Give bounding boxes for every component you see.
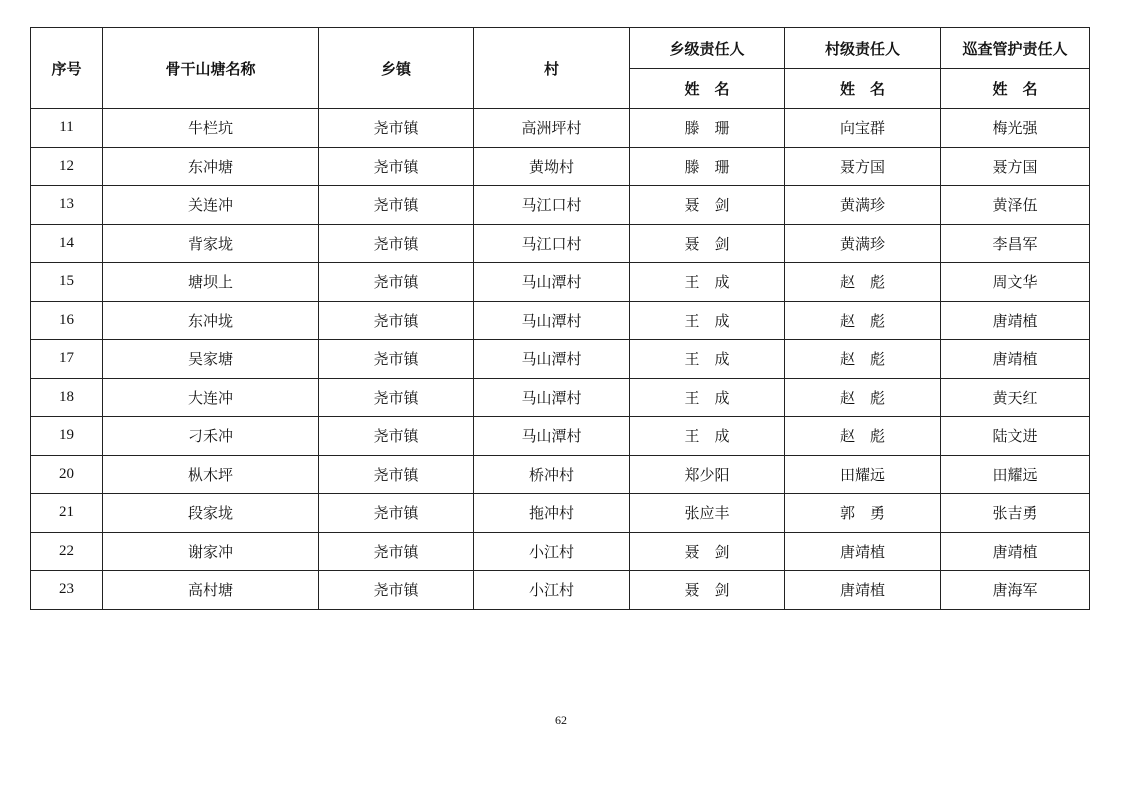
cell-pond-name: 牛栏坑 (103, 109, 319, 148)
cell-patrol-person: 黄天红 (941, 378, 1090, 417)
header-pond-name: 骨干山塘名称 (103, 28, 319, 109)
table-row (31, 147, 1090, 186)
cell-township: 尧市镇 (319, 340, 474, 379)
cell-township-person: 王 成 (630, 263, 785, 302)
table-row (31, 494, 1090, 533)
table-row (31, 224, 1090, 263)
cell-seq: 13 (31, 186, 103, 225)
header-patrol-person: 巡查管护责任人 (941, 28, 1090, 69)
cell-village-person: 赵 彪 (785, 417, 941, 456)
header-seq: 序号 (31, 28, 103, 109)
cell-township: 尧市镇 (319, 494, 474, 533)
cell-patrol-person: 李昌军 (941, 224, 1090, 263)
cell-patrol-person: 聂方国 (941, 147, 1090, 186)
cell-seq: 19 (31, 417, 103, 456)
cell-township-person: 郑少阳 (630, 455, 785, 494)
cell-patrol-person: 唐靖植 (941, 532, 1090, 571)
cell-seq: 21 (31, 494, 103, 533)
cell-village-person: 聂方国 (785, 147, 941, 186)
cell-village: 小江村 (474, 532, 630, 571)
cell-township-person: 王 成 (630, 378, 785, 417)
cell-village-person: 黄满珍 (785, 186, 941, 225)
cell-pond-name: 吴家塘 (103, 340, 319, 379)
cell-village: 马山潭村 (474, 263, 630, 302)
cell-seq: 17 (31, 340, 103, 379)
cell-seq: 22 (31, 532, 103, 571)
table-row (31, 186, 1090, 225)
cell-village-person: 赵 彪 (785, 378, 941, 417)
cell-township: 尧市镇 (319, 301, 474, 340)
cell-pond-name: 谢家冲 (103, 532, 319, 571)
cell-village: 桥冲村 (474, 455, 630, 494)
cell-pond-name: 高村塘 (103, 571, 319, 610)
table-row (31, 455, 1090, 494)
table-row (31, 263, 1090, 302)
cell-township: 尧市镇 (319, 147, 474, 186)
cell-seq: 16 (31, 301, 103, 340)
cell-patrol-person: 黄泽伍 (941, 186, 1090, 225)
cell-pond-name: 枞木坪 (103, 455, 319, 494)
cell-village-person: 黄满珍 (785, 224, 941, 263)
cell-pond-name: 大连冲 (103, 378, 319, 417)
cell-village-person: 向宝群 (785, 109, 941, 148)
header-township: 乡镇 (319, 28, 474, 109)
cell-village: 马江口村 (474, 224, 630, 263)
cell-village: 拖冲村 (474, 494, 630, 533)
cell-patrol-person: 梅光强 (941, 109, 1090, 148)
cell-village: 马山潭村 (474, 378, 630, 417)
cell-village: 小江村 (474, 571, 630, 610)
cell-patrol-person: 田耀远 (941, 455, 1090, 494)
header-name-sub-patrol: 姓 名 (941, 69, 1090, 109)
cell-patrol-person: 张吉勇 (941, 494, 1090, 533)
cell-township: 尧市镇 (319, 378, 474, 417)
cell-patrol-person: 唐靖植 (941, 301, 1090, 340)
cell-township: 尧市镇 (319, 571, 474, 610)
cell-township-person: 聂 剑 (630, 532, 785, 571)
cell-pond-name: 刁禾冲 (103, 417, 319, 456)
table-row (31, 417, 1090, 456)
cell-village-person: 唐靖植 (785, 571, 941, 610)
cell-village: 高洲坪村 (474, 109, 630, 148)
cell-township-person: 张应丰 (630, 494, 785, 533)
cell-township-person: 聂 剑 (630, 224, 785, 263)
cell-seq: 14 (31, 224, 103, 263)
cell-township-person: 王 成 (630, 340, 785, 379)
cell-seq: 12 (31, 147, 103, 186)
cell-village: 马山潭村 (474, 301, 630, 340)
cell-village-person: 郭 勇 (785, 494, 941, 533)
cell-township-person: 聂 剑 (630, 571, 785, 610)
cell-pond-name: 段家垅 (103, 494, 319, 533)
cell-pond-name: 塘坝上 (103, 263, 319, 302)
cell-village-person: 赵 彪 (785, 301, 941, 340)
table-row (31, 340, 1090, 379)
cell-patrol-person: 唐海军 (941, 571, 1090, 610)
cell-village: 马江口村 (474, 186, 630, 225)
header-row (31, 28, 1090, 69)
cell-village-person: 唐靖植 (785, 532, 941, 571)
cell-township: 尧市镇 (319, 109, 474, 148)
cell-township-person: 滕 珊 (630, 109, 785, 148)
header-township-person: 乡级责任人 (630, 28, 785, 69)
cell-township-person: 聂 剑 (630, 186, 785, 225)
cell-seq: 15 (31, 263, 103, 302)
cell-village: 马山潭村 (474, 340, 630, 379)
page-number: 62 (555, 713, 567, 727)
cell-village-person: 赵 彪 (785, 340, 941, 379)
cell-seq: 11 (31, 109, 103, 148)
cell-village-person: 田耀远 (785, 455, 941, 494)
cell-township: 尧市镇 (319, 417, 474, 456)
cell-township-person: 王 成 (630, 301, 785, 340)
cell-township: 尧市镇 (319, 224, 474, 263)
cell-village: 黄坳村 (474, 147, 630, 186)
table-row (31, 571, 1090, 610)
cell-patrol-person: 周文华 (941, 263, 1090, 302)
header-name-sub-township: 姓 名 (630, 69, 785, 109)
cell-seq: 18 (31, 378, 103, 417)
cell-pond-name: 背家垅 (103, 224, 319, 263)
cell-seq: 20 (31, 455, 103, 494)
header-village-person: 村级责任人 (785, 28, 941, 69)
table-body (31, 109, 1090, 610)
table-row (31, 109, 1090, 148)
cell-patrol-person: 唐靖植 (941, 340, 1090, 379)
cell-township: 尧市镇 (319, 532, 474, 571)
cell-patrol-person: 陆文进 (941, 417, 1090, 456)
cell-seq: 23 (31, 571, 103, 610)
cell-pond-name: 关连冲 (103, 186, 319, 225)
cell-township: 尧市镇 (319, 263, 474, 302)
cell-pond-name: 东冲塘 (103, 147, 319, 186)
cell-township: 尧市镇 (319, 186, 474, 225)
cell-township: 尧市镇 (319, 455, 474, 494)
cell-township-person: 王 成 (630, 417, 785, 456)
table-row (31, 378, 1090, 417)
responsibility-table (30, 27, 1090, 610)
table-row (31, 532, 1090, 571)
table-row (31, 301, 1090, 340)
cell-township-person: 滕 珊 (630, 147, 785, 186)
header-village: 村 (474, 28, 630, 109)
cell-pond-name: 东冲垅 (103, 301, 319, 340)
header-name-sub-village: 姓 名 (785, 69, 941, 109)
cell-village: 马山潭村 (474, 417, 630, 456)
cell-village-person: 赵 彪 (785, 263, 941, 302)
